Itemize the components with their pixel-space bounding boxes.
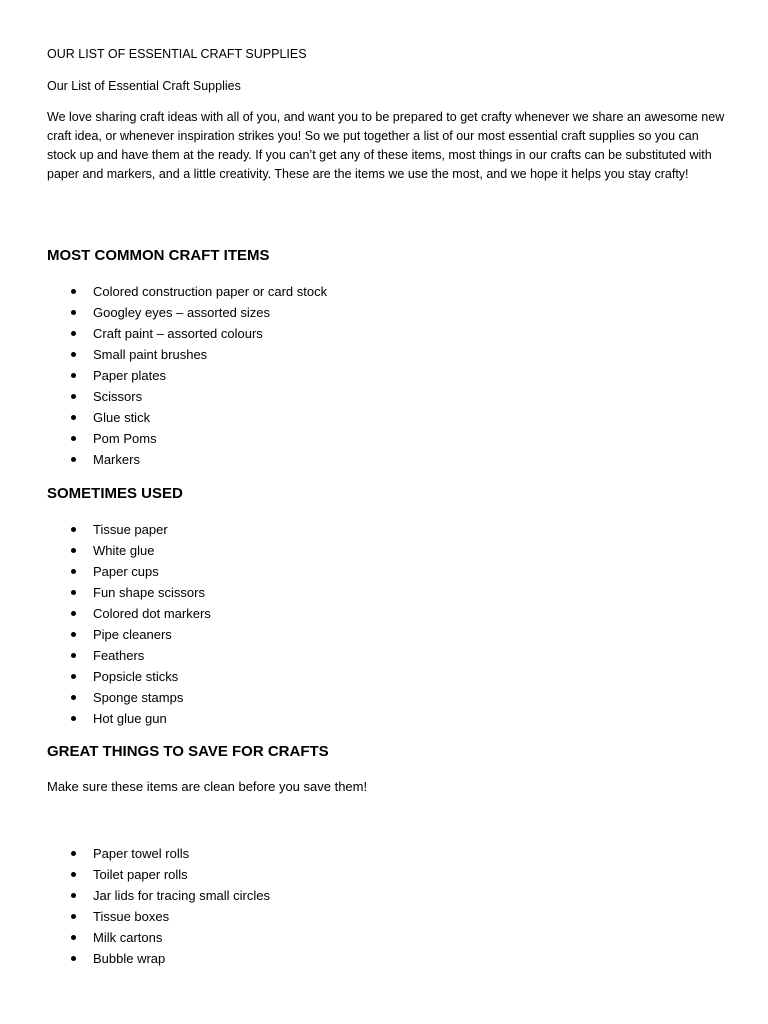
- list-item: Hot glue gun: [47, 708, 211, 729]
- section-heading-common: MOST COMMON CRAFT ITEMS: [47, 247, 270, 264]
- save-items-list: [47, 843, 270, 969]
- list-item: Bubble wrap: [47, 948, 270, 969]
- section-heading-sometimes: SOMETIMES USED: [47, 485, 183, 502]
- list-item: Popsicle sticks: [47, 666, 211, 687]
- list-item: Paper towel rolls: [47, 843, 270, 864]
- list-item: Sponge stamps: [47, 687, 211, 708]
- list-item: Small paint brushes: [47, 344, 327, 365]
- list-item: Pom Poms: [47, 428, 327, 449]
- section-heading-save: GREAT THINGS TO SAVE FOR CRAFTS: [47, 743, 329, 760]
- list-item: White glue: [47, 540, 211, 561]
- list-item: Markers: [47, 449, 327, 470]
- list-item: Colored dot markers: [47, 603, 211, 624]
- list-item: Fun shape scissors: [47, 582, 211, 603]
- sometimes-items-list: [47, 519, 211, 729]
- list-item: Tissue paper: [47, 519, 211, 540]
- list-item: Googley eyes – assorted sizes: [47, 302, 327, 323]
- list-item: Jar lids for tracing small circles: [47, 885, 270, 906]
- list-item: Feathers: [47, 645, 211, 666]
- list-item: Paper plates: [47, 365, 327, 386]
- save-note: Make sure these items are clean before you save them!: [47, 779, 368, 794]
- list-item: Milk cartons: [47, 927, 270, 948]
- list-item: Pipe cleaners: [47, 624, 211, 645]
- list-item: Glue stick: [47, 407, 327, 428]
- list-item: Tissue boxes: [47, 906, 270, 927]
- list-item: Colored construction paper or card stock: [47, 281, 327, 302]
- list-item: Scissors: [47, 386, 327, 407]
- list-item: Craft paint – assorted colours: [47, 323, 327, 344]
- document-subtitle: Our List of Essential Craft Supplies: [47, 79, 241, 93]
- list-item: Paper cups: [47, 561, 211, 582]
- list-item: Toilet paper rolls: [47, 864, 270, 885]
- common-items-list: [47, 281, 327, 470]
- document-title: OUR LIST OF ESSENTIAL CRAFT SUPPLIES: [47, 47, 307, 61]
- intro-paragraph: We love sharing craft ideas with all of you, and want you to be prepared to get crafty whenever we share an awesome new craft idea, or whenever inspiration strikes you! So we put together a list of our most essential craft supplies so you can stock up and have them at the ready. If you can’t get any of these items, most things in our crafts can be substituted with paper and markers, and a little creativity. These are the items we use the most, and we hope it helps you stay crafty!: [47, 110, 725, 181]
